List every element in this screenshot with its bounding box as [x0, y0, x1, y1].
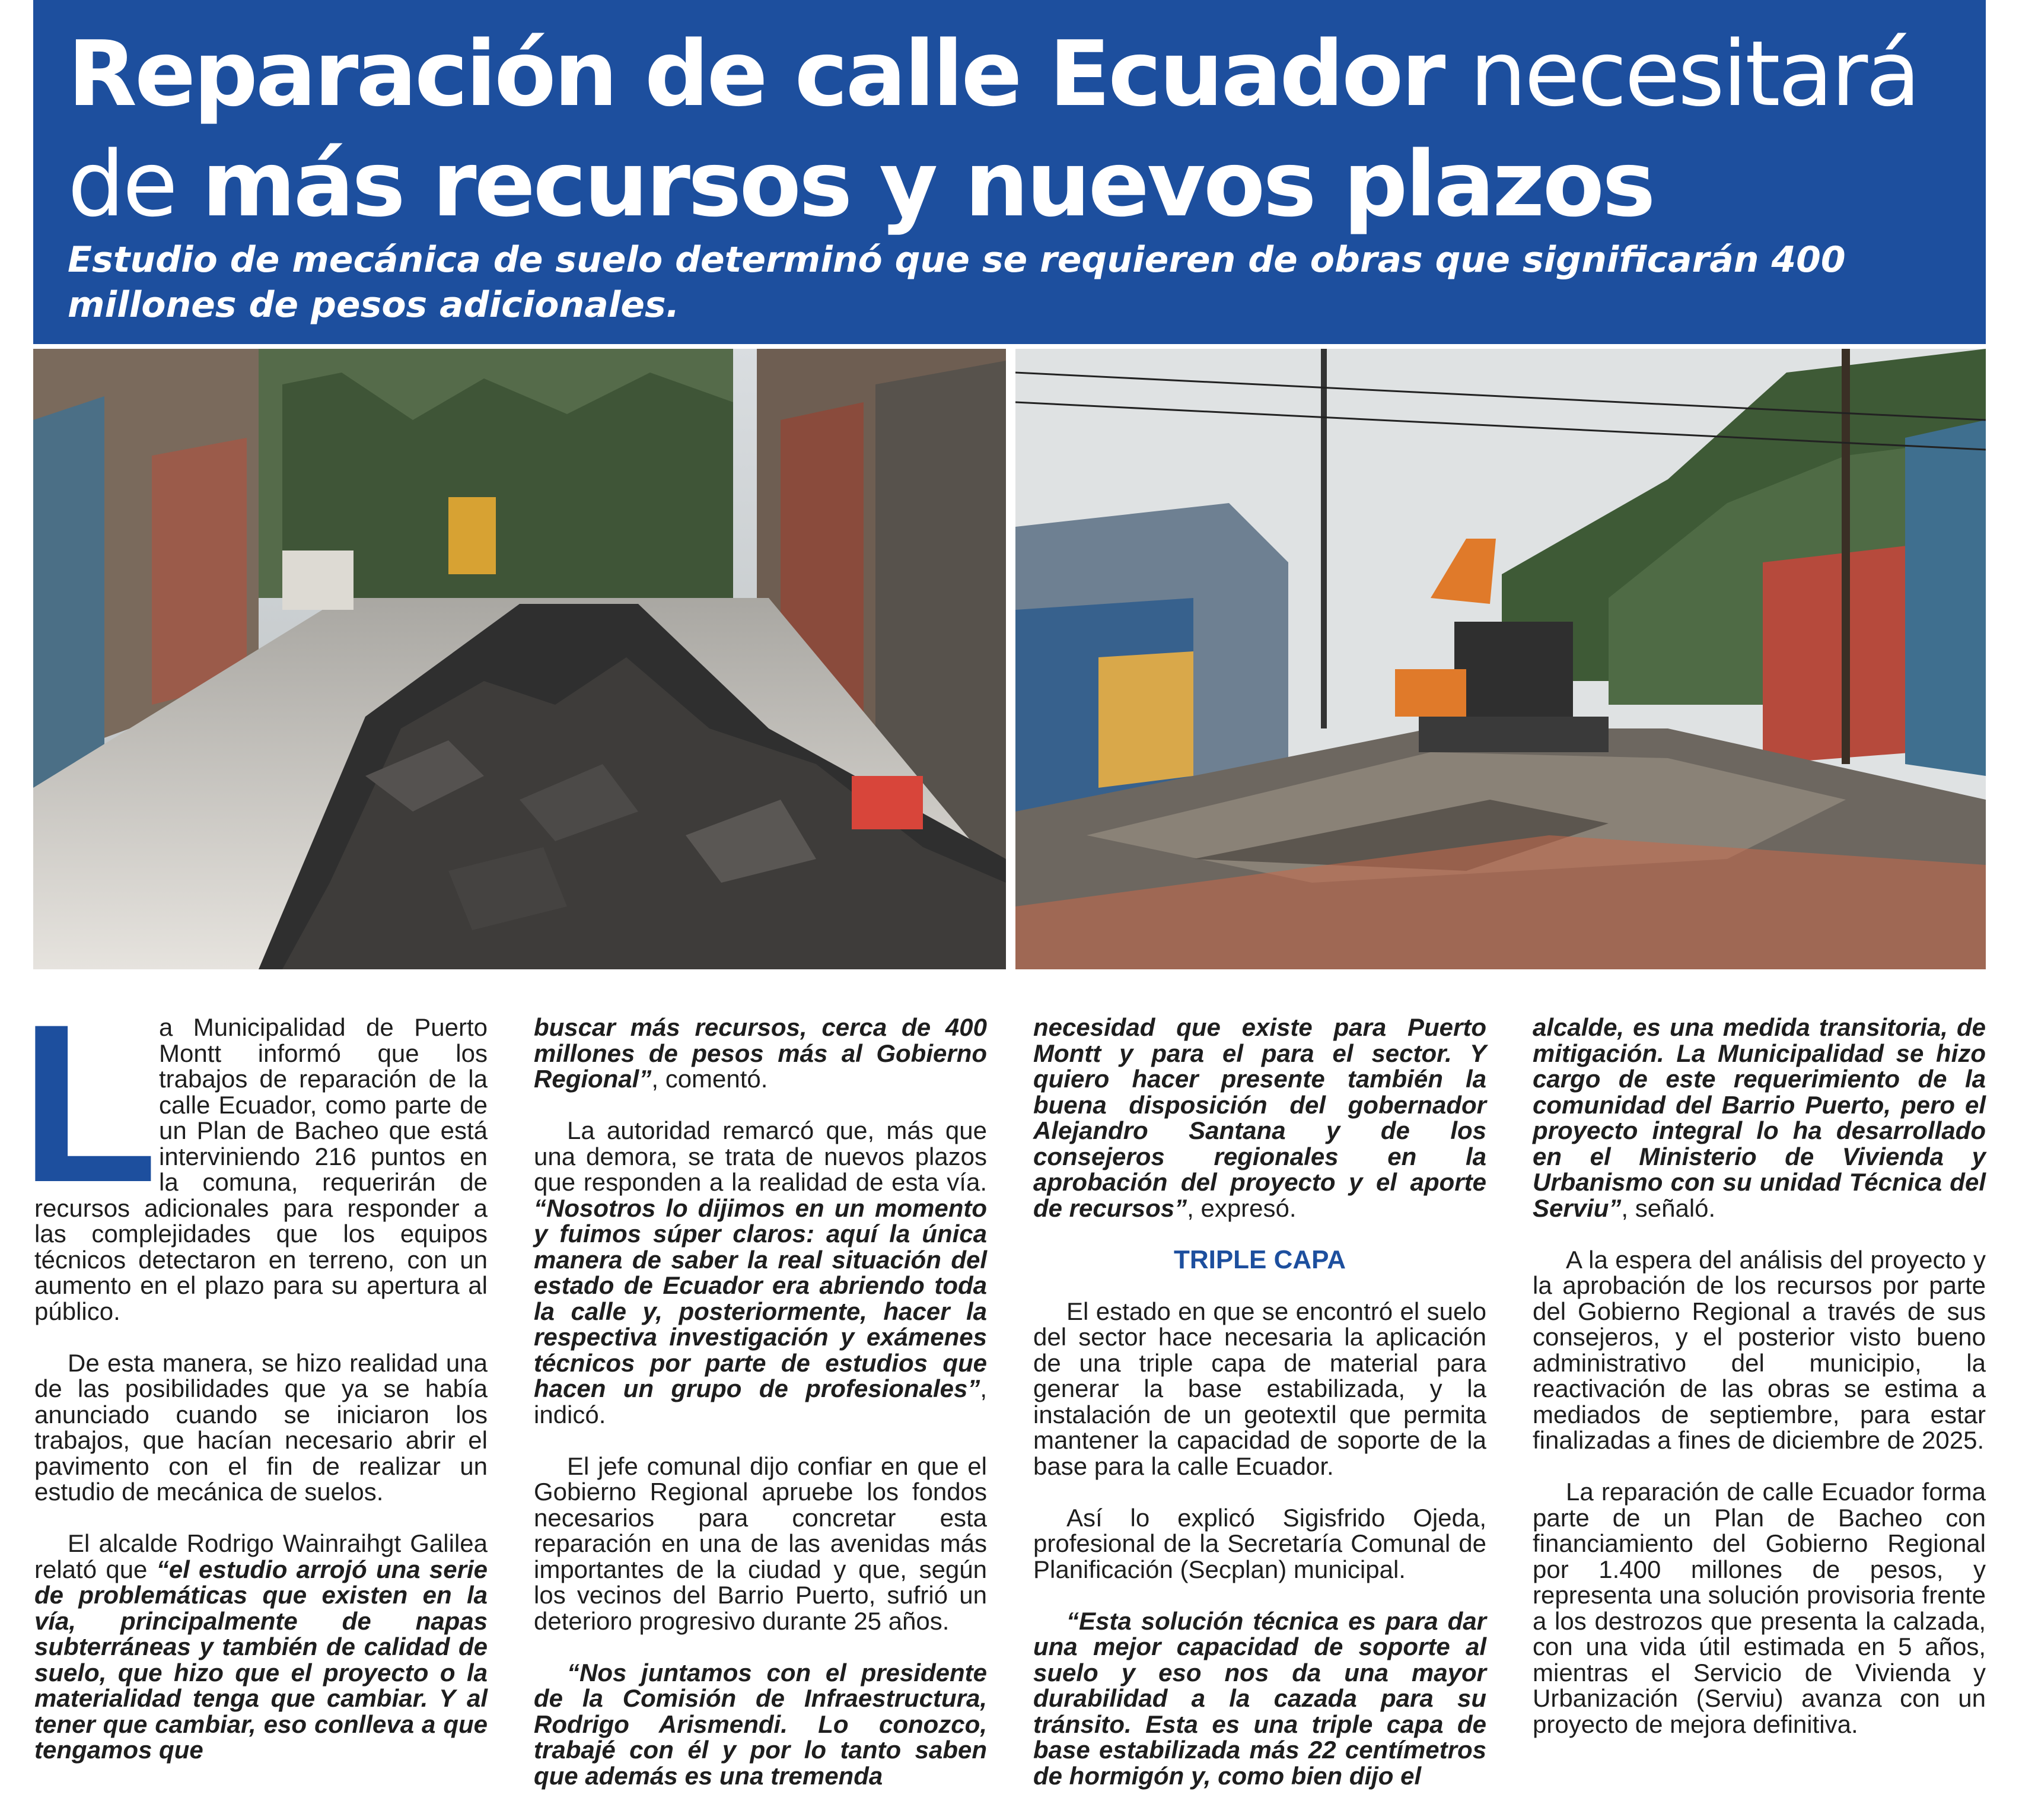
quote-mayor-1b: buscar más recursos, cerca de 400 millones de pesos más al Gobierno Regional” — [534, 1013, 987, 1093]
paragraph-7: El estado en que se encontró el suelo del sector hace necesaria la aplicación de una triple capa de material para generar la base estabilizada, y la instalación de un geotextil que permita mantener la capacidad de soporte de la base para la calle Ecuador. — [1033, 1297, 1486, 1480]
drop-cap — [20, 977, 158, 1229]
drop-cap-letter: L — [20, 977, 158, 1229]
headline-regular-part-2: de — [68, 132, 202, 237]
headline-regular-part-1: necesitará — [1443, 21, 1919, 126]
paragraph-6-tail: , expresó. — [1187, 1194, 1297, 1222]
quote-mayor-1a: “el estudio arrojó una serie de problemáticas que existen en la vía, principalmente de napas subterráneas y también de calidad de suelo, que hizo que el proyecto o la materialidad tenga que cambiar. Y al tener que cambiar, eso conlleva a que tengamos que — [34, 1555, 488, 1764]
photo-broken-asphalt-street — [33, 349, 1006, 969]
subheadline: Estudio de mecánica de suelo determinó que se requieren de obras que significarán 400 millones de pesos adicionales. — [68, 239, 1846, 326]
paragraph-3-lead: El alcalde Rodrigo Wainraihgt Galilea relató que — [34, 1529, 488, 1583]
article-column-3 — [1033, 1014, 1486, 1815]
paragraph-9-continued — [1533, 1014, 1986, 1221]
quote-mayor-2: “Nosotros lo dijimos en un momento y fuimos súper claros: aquí la única manera de saber la real situación del estado de Ecuador era abriendo toda la calle y, posteriormente, hacer la respectiva investigación y exámenes técnicos por parte de estudios que hacen un grupo de profesionales” — [534, 1194, 987, 1402]
paragraph-3-tail: , comentó. — [651, 1065, 768, 1093]
article-column-2 — [534, 1014, 987, 1815]
paragraph-6-continued — [1033, 1014, 1486, 1221]
paragraph-6 — [534, 1660, 987, 1789]
quote-secplan-b: alcalde, es una medida transitoria, de mitigación. La Municipalidad se hizo cargo de este requerimiento de la comunidad del Barrio Puerto, pero el proyecto integral lo ha desarrollado en el Ministerio de Vivienda y Urbanismo con su unidad Técnica del Serviu” — [1533, 1013, 1986, 1222]
headline — [68, 19, 1966, 240]
quote-secplan-a: “Esta solución técnica es para dar una mejor capacidad de soporte al suelo y eso nos da una mayor durabilidad a la cazada para su tránsito. Esta es una triple capa de base estabilizada más 22 centímetros de hormigón y, como bien dijo el — [1033, 1606, 1486, 1790]
paragraph-9-tail: , señaló. — [1621, 1194, 1716, 1222]
quote-mayor-3b: necesidad que existe para Puerto Montt y para el para el sector. Y quiero hacer presente también la buena disposición del gobernador Alejandro Santana y de los consejeros regionales en la aprobación del proyecto y el aporte de recursos” — [1033, 1013, 1486, 1222]
paragraph-5: El jefe comunal dijo confiar en que el Gobierno Regional apruebe los fondos necesarios para concretar esta reparación en una de las avenidas más importantes de la ciudad y que, según los vecinos del Barrio Puerto, sufrió un deterioro progresivo durante 25 años. — [534, 1452, 987, 1635]
headline-bold-part-1: Reparación de calle Ecuador — [68, 21, 1444, 126]
paragraph-4-lead: La autoridad remarcó que, más que una demora, se trata de nuevos plazos que responden a la realidad de esta vía. — [534, 1116, 987, 1196]
article-header — [33, 0, 1986, 344]
section-subhead: TRIPLE CAPA — [1173, 1245, 1346, 1274]
quote-mayor-3a: “Nos juntamos con el presidente de la Comisión de Infraestructura, Rodrigo Arismendi. Lo conozco, trabajé con él y por lo tanto saben que además es una tremenda — [534, 1658, 987, 1790]
paragraph-2: De esta manera, se hizo realidad una de las posibilidades que ya se había anunciado cuando se iniciaron los trabajos, que hacían necesario abrir el pavimento con el fin de realizar un estudio de mecánica de suelos. — [34, 1348, 488, 1506]
paragraph-intro: a Municipalidad de Puerto Montt informó que los trabajos de reparación de la calle Ecuador, como parte de un Plan de Bacheo que está interviniendo 216 puntos en la comuna, requerirán de recursos adicionales para responder a las complejidades que los equipos técnicos detectaron en terreno, con un aumento en el plazo para su apertura al público. — [34, 1013, 488, 1325]
paragraph-3 — [34, 1531, 488, 1763]
paragraph-9 — [1033, 1608, 1486, 1789]
article-column-1 — [20, 977, 488, 1789]
paragraph-4-tail: , indicó. — [534, 1374, 987, 1428]
paragraph-11: La reparación de calle Ecuador forma parte de un Plan de Bacheo con financiamiento del Gobierno Regional por 1.400 millones de pesos, y representa una solución provisoria frente a los destrozos que presenta la calzada, con una vida útil estimada en 5 años, mientras el Servicio de Vivienda y Urbanización (Serviu) avanza con un proyecto de mejora definitiva. — [1533, 1478, 1986, 1738]
paragraph-4 — [534, 1118, 987, 1427]
paragraph-10: A la espera del análisis del proyecto y la aprobación de los recursos por parte del Gobierno Regional a través de sus consejeros, y el posterior visto bueno administrativo del municipio, la reactivación de las obras se estima a mediados de septiembre, para estar finalizadas a fines de diciembre de 2025. — [1533, 1245, 1986, 1454]
article-column-4 — [1533, 1014, 1986, 1763]
photo-excavator-road-works — [1015, 349, 1986, 969]
headline-bold-part-2: más recursos y nuevos plazos — [202, 132, 1654, 237]
paragraph-8: Así lo explicó Sigisfrido Ojeda, profesional de la Secretaría Comunal de Planificación (Secplan) municipal. — [1033, 1503, 1486, 1583]
paragraph-3-continued — [534, 1014, 987, 1092]
